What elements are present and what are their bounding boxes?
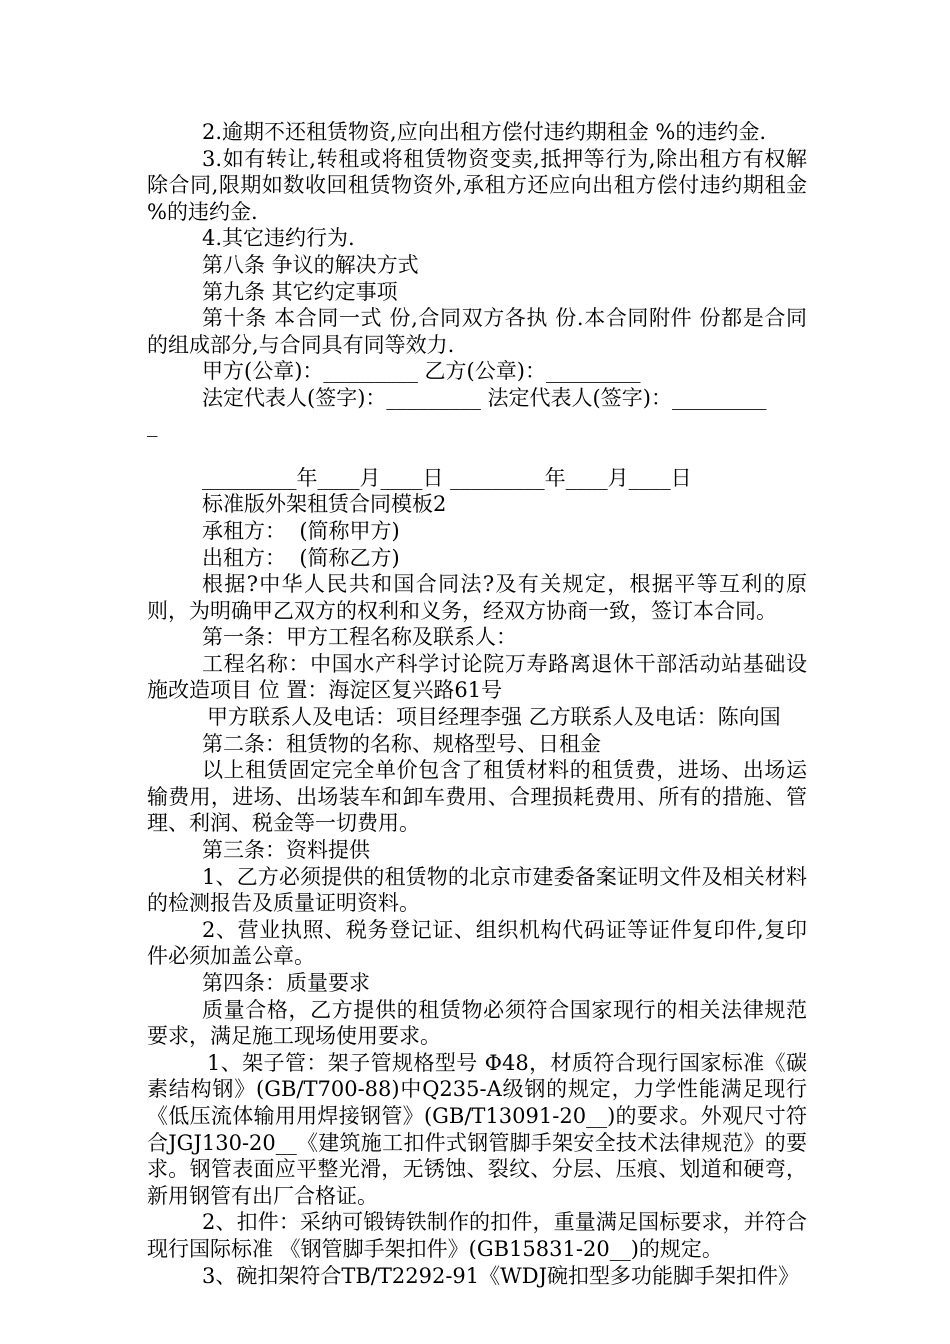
document-paragraph: 第八条 争议的解决方式 xyxy=(202,252,419,277)
document-paragraph: 1、乙方必须提供的租赁物的北京市建委备案证明文件及相关材料的检测报告及质量证明资料。 xyxy=(147,864,807,916)
document-paragraph: 甲方(公章)：_________ 乙方(公章)：_________ xyxy=(202,359,641,384)
document-paragraph: 3、碗扣架符合TB/T2292-91《WDJ碗扣型多功能脚手架扣件》 xyxy=(202,1263,799,1288)
document-paragraph: _ xyxy=(147,412,158,437)
document-paragraph: 甲方联系人及电话：项目经理李强 乙方联系人及电话：陈向国 xyxy=(207,705,781,730)
document-paragraph: 2、营业执照、税务登记证、组织机构代码证等证件复印件,复印件必须加盖公章。 xyxy=(147,917,807,969)
blank-line xyxy=(147,438,807,465)
document-paragraph: 1、架子管：架子管规格型号 Φ48，材质符合现行国家标准《碳素结构钢》(GB/T700-88)中Q235-A级钢的规定，力学性能满足现行《低压流体输用用焊接钢管》(GB/T13091-20__)的要求。外观尺寸符合JGJ130-20__《建筑施工扣件式钢管脚手架安全技术法律规范》的要求。钢管表面应平整光滑，无锈蚀、裂纹、分层、压痕、划道和硬弯，新用钢管有出厂合格证。 xyxy=(147,1050,807,1208)
document-paragraph: 以上租赁固定完全单价包含了租赁材料的租赁费，进场、出场运输费用，进场、出场装车和卸车费用、合理损耗费用、所有的措施、管理、利润、税金等一切费用。 xyxy=(147,758,807,836)
document-paragraph: 出租方： (简称乙方) xyxy=(202,545,400,570)
document-page xyxy=(147,119,814,1289)
document-paragraph: 法定代表人(签字)：_________ 法定代表人(签字)：_________ xyxy=(202,385,767,410)
document-paragraph: 2、扣件：采纳可锻铸铁制作的扣件，重量满足国标要求，并符合现行国际标准 《钢管脚手架扣件》(GB15831-20__)的规定。 xyxy=(147,1210,807,1261)
document-paragraph: 第十条 本合同一式 份,合同双方各执 份.本合同附件 份都是合同的组成部分,与合同具有同等效力. xyxy=(147,306,807,357)
document-paragraph: 第九条 其它约定事项 xyxy=(202,279,398,304)
document-paragraph: 标准版外架租赁合同模板2 xyxy=(202,492,447,517)
document-paragraph: 第三条：资料提供 xyxy=(202,838,370,863)
document-paragraph: _________年____月____日 _________年____月____日 xyxy=(202,465,692,490)
document-paragraph: 工程名称：中国水产科学讨论院万寿路离退休干部活动站基础设施改造项目 位 置：海淀区复兴路61号 xyxy=(147,651,807,703)
document-paragraph: 承租方： (简称甲方) xyxy=(202,518,400,543)
document-paragraph: 4.其它违约行为. xyxy=(202,226,355,251)
document-paragraph: 第四条：质量要求 xyxy=(202,971,370,995)
document-paragraph: 质量合格，乙方提供的租赁物必须符合国家现行的相关法律规范要求，满足施工现场使用要求。 xyxy=(147,997,807,1049)
document-paragraph: 3.如有转让,转租或将租赁物资变卖,抵押等行为,除出租方有权解除合同,限期如数收回租赁物资外,承租方还应向出租方偿付违约期租金 %的违约金. xyxy=(147,146,814,224)
document-paragraph: 根据?中华人民共和国合同法?及有关规定，根据平等互利的原则，为明确甲乙双方的权利和义务，经双方协商一致，签订本合同。 xyxy=(147,572,807,623)
document-paragraph: 2.逾期不还租赁物资,应向出租方偿付违约期租金 %的违约金. xyxy=(202,120,767,144)
document-paragraph: 第一条：甲方工程名称及联系人： xyxy=(202,625,517,650)
document-paragraph: 第二条：租赁物的名称、规格型号、日租金 xyxy=(202,731,601,756)
